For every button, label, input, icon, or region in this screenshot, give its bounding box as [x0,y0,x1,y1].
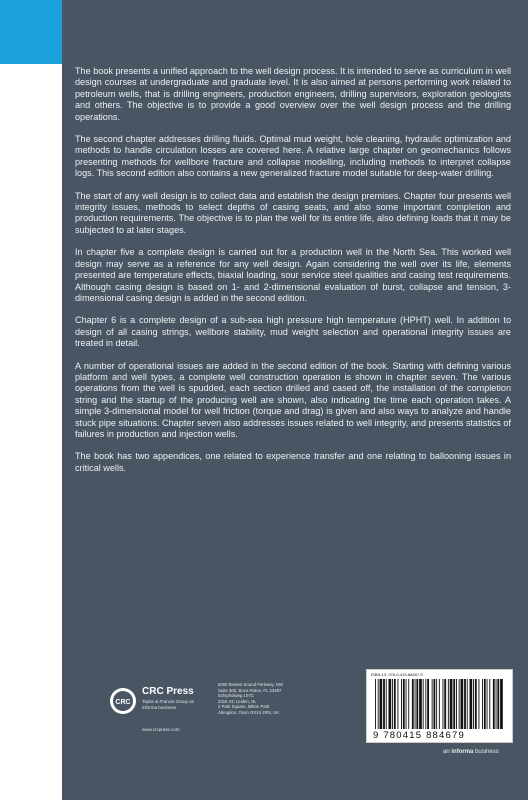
accent-top-block [0,0,62,60]
isbn-barcode [366,669,513,743]
blurb-paragraph-7: The book has two appendices, one related to experience transfer and one relating to ballooning issues in critical wells. [75,451,511,473]
isbn-label: ISBN-13: 978-0-415-88467-9 [371,672,423,677]
left-accent-strip [0,0,62,800]
blurb-paragraph-3: The start of any well design is to collect data and establish the design premises. Chapter four presents well integrity issues, methods to select depths of casing seats, and also some important completion and production requirements. The objective is to plan the well for its entire life, also defining loads that it may be subjected to at later stages. [75,190,511,235]
publisher-block [108,682,368,742]
svg-text:CRC: CRC [115,699,131,706]
address-line: 6000 Broken Sound Parkway, NW [218,682,283,687]
blurb-paragraph-1: The book presents a unified approach to the well design process. It is intended to serve as curriculum in well design courses at undergraduate and graduate level. It is also aimed at persons performing work related to petroleum wells, that is drilling engineers, production engineers, drilling supervisors, exploration geologists and others. The objective is to provide a good overview over the well design process and the drilling operations. [75,66,511,122]
publisher-address [218,682,353,716]
blurb-paragraph-5: Chapter 6 is a complete design of a sub-sea high pressure high temperature (HPHT) well. In addition to design of all casing strings, wellbore stability, mud weight selection and operational integrity issues are treated in detail. [75,315,511,349]
address-line: 2 Park Square, Milton Park [218,704,270,710]
footer-suffix: business [475,749,499,755]
blurb-text [75,66,511,485]
blurb-paragraph-4: In chapter five a complete design is carried out for a production well in the North Sea. This worked well design may serve as a reference for any well design. Again considering the well over its life, elements presented are temperature effects, biaxial loading, sour service steel qualities and casing test requirements. Although casing design is based on 1- and 2-dimensional evaluation of burst, collapse and tension, 3-dimensional casing design is added in the second edition. [75,247,511,303]
barcode-digits: 9 780415 884679 [373,730,465,741]
address-line: Abingdon, Oxon OX14 4RN, UK [218,709,280,715]
publisher-name: CRC Press [142,686,194,697]
footer-prefix: an [443,749,450,755]
blurb-paragraph-2: The second chapter addresses drilling fluids. Optimal mud weight, hole cleaning, hydraulic optimization and methods to handle circulation losses are covered here. A relative large chapter on geomechanics follows presenting methods for wellbore fracture and collapse modelling, including methods to interpret collapse logs. This second edition also contains a new generalized fracture model suitable for deep-water drilling. [75,134,511,179]
address-line: 2316 XC Leiden, NL [218,698,257,704]
address-line: Schipholweg 107C [218,693,254,699]
barcode-bars-icon [375,679,503,729]
address-line: Suite 300, Boca Raton, FL 33487 [218,687,282,693]
publisher-url: www.crcpress.com [142,727,180,732]
informa-footer [443,749,499,755]
crc-logo-icon [108,686,138,716]
footer-brand: informa [451,749,474,755]
blurb-paragraph-6: A number of operational issues are added in the second edition of the book. Starting with defining various platform and well types, a complete well construction operation is shown in chapter seven. The various operations from the well is spudded, each section drilled and cased off, the installation of the completion string and the startup of the producing well are shown, also indicating the time each operation takes. A simple 3-dimensional model for well friction (torque and drag) is given and also ways to analyze and handle stuck pipe situations. Chapter seven also addresses issues related to well integrity, and presents statistics of failures in production and injection wells. [75,360,511,439]
publisher-tagline: Taylor & Francis Group an informa business [142,699,195,710]
